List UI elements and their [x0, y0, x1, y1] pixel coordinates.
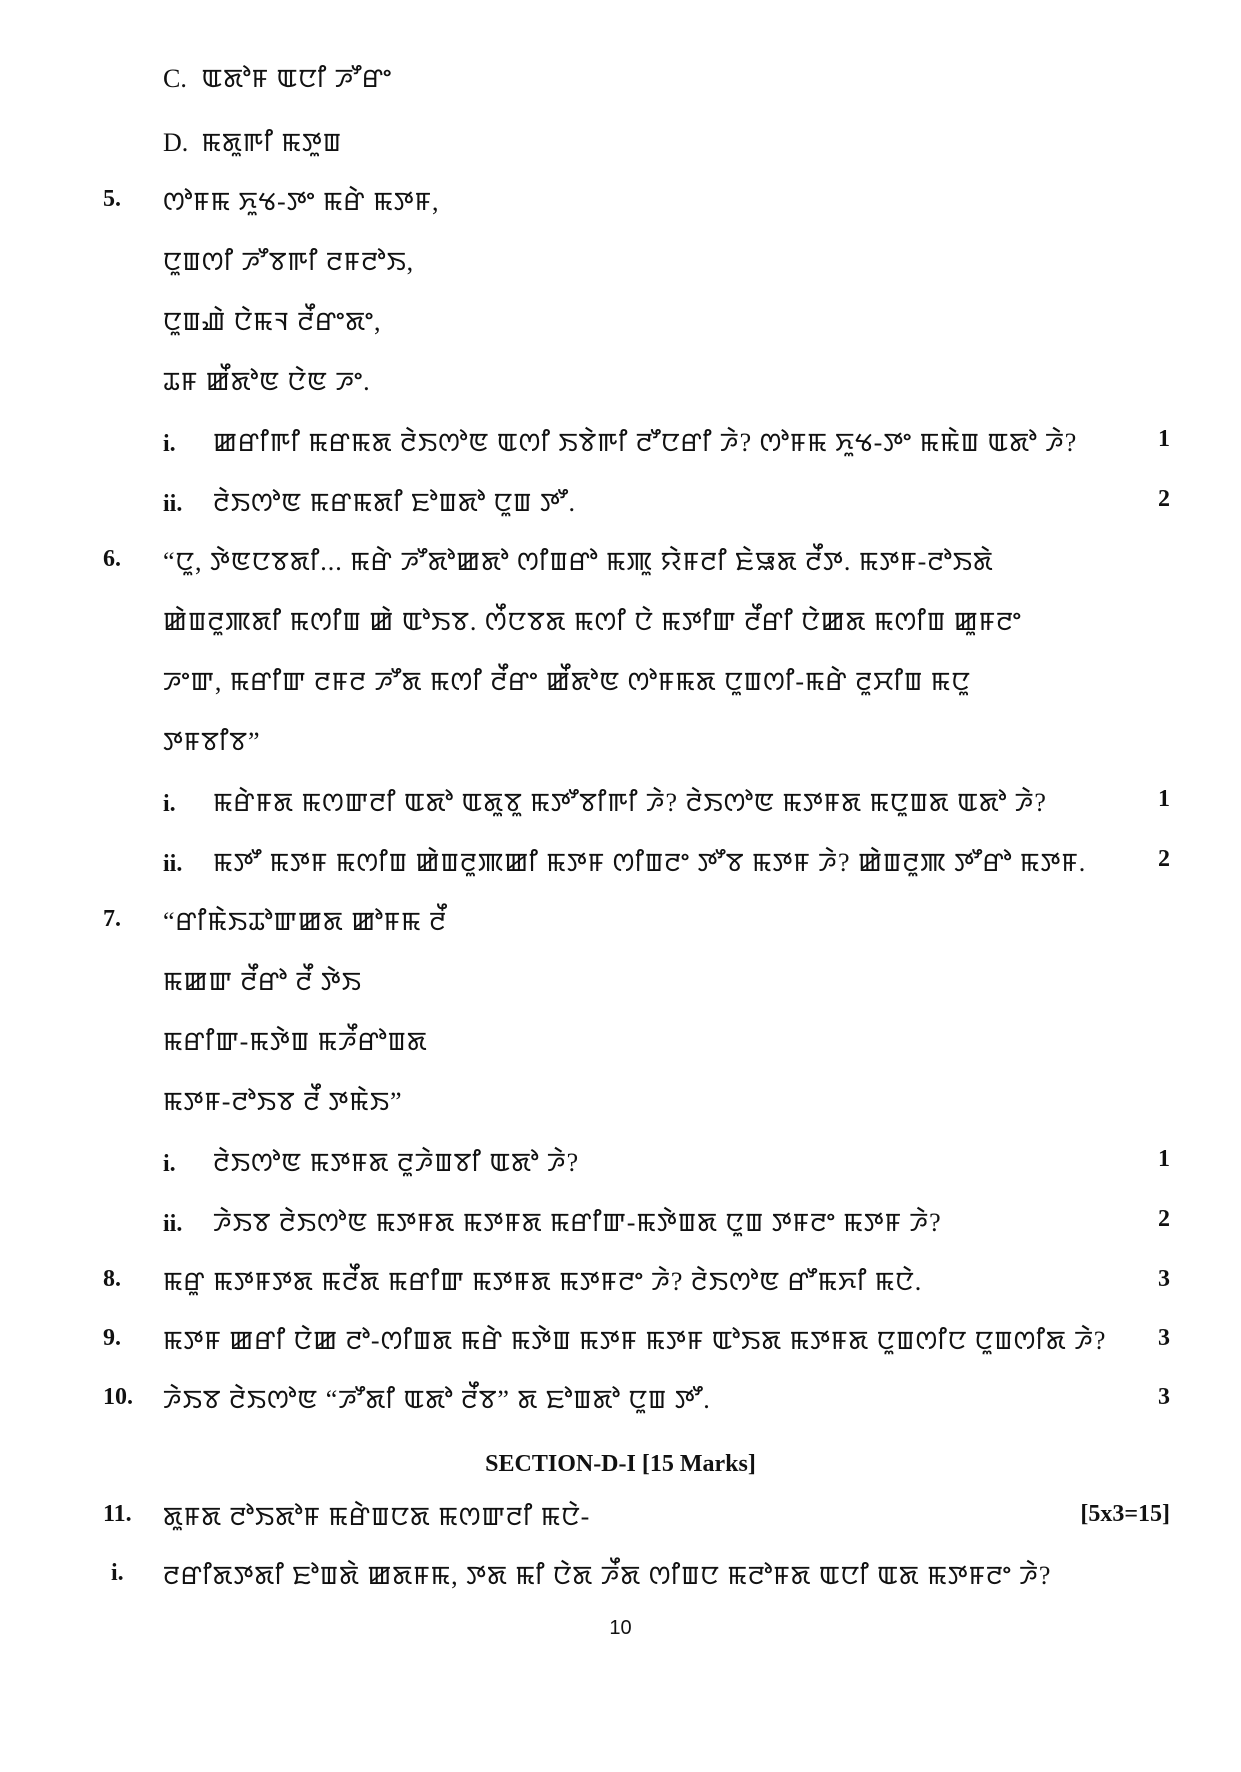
- section-heading: SECTION-D-I [15 Marks]: [485, 1451, 756, 1477]
- question-number: 6.: [103, 546, 121, 572]
- option-text: ꯃꯗꯨꯒꯤ ꯃꯇꯨꯡ: [201, 128, 343, 157]
- passage-line: ꯀꯥꯡꯂꯨꯄꯗꯤ ꯃꯁꯤꯡ ꯀꯥ ꯑꯣꯏꯕ. ꯁꯩꯅꯕꯗ ꯃꯁꯤ ꯅꯥ ꯃꯇꯤꯛ ꯂꯩꯔꯤ ꯅꯥꯀꯗ ꯃꯁꯤꯡ ꯀꯨꯝꯂꯦ: [163, 607, 1022, 636]
- sub-question: [163, 1144, 579, 1180]
- sub-question-label: i.: [163, 431, 176, 457]
- marks: 1: [1158, 1146, 1170, 1172]
- question-number: 9.: [103, 1325, 121, 1351]
- poem-line: ꯅꯨꯡꯁꯤ ꯍꯧꯕꯒꯤ ꯂꯝꯂꯣꯏ,: [163, 247, 415, 276]
- poem-line: ꯊꯝ ꯀꯩꯗꯣꯟ ꯅꯥꯟ ꯍꯦ.: [163, 367, 371, 396]
- sub-question-text: ꯂꯔꯤꯗꯇꯗꯤ ꯐꯣꯡꯗꯥ ꯀꯗꯝꯃ, ꯇꯗ ꯃꯤ ꯅꯥꯗ ꯍꯩꯗ ꯁꯤꯡꯅ ꯃꯂꯣꯝꯗ ꯑꯅꯤ ꯑꯗ ꯃꯇꯝꯂꯦ ꯍꯥ?: [163, 1561, 1052, 1590]
- sub-question-text: ꯀꯔꯤꯒꯤ ꯃꯔꯃꯗ ꯂꯥꯏꯁꯣꯟ ꯑꯁꯤ ꯏꯕꯥꯒꯤ ꯂꯧꯅꯔꯤ ꯍꯥ? ꯁꯣꯝꯃ ꯈꯨꯠ-ꯇꯦ ꯃꯃꯥꯡ ꯑꯗꯣ ꯍꯥ?: [213, 428, 1078, 457]
- marks: 2: [1158, 1206, 1170, 1232]
- option-d: [163, 124, 342, 160]
- marks: 2: [1158, 486, 1170, 512]
- sub-question-text: ꯂꯥꯏꯁꯣꯟ ꯃꯇꯝꯗ ꯂꯨꯍꯥꯡꯕꯤ ꯑꯗꯣ ꯍꯥ?: [213, 1148, 580, 1177]
- marks: 3: [1158, 1266, 1170, 1292]
- sub-question: [163, 1204, 942, 1240]
- sub-question-label: ii.: [163, 1211, 183, 1237]
- option-label: D.: [163, 128, 189, 157]
- marks: 3: [1158, 1325, 1170, 1351]
- sub-question-label: i.: [111, 1560, 124, 1586]
- question-number: 10.: [103, 1384, 133, 1410]
- marks: [5x3=15]: [1080, 1501, 1170, 1527]
- option-text: ꯑꯗꯣꯝ ꯑꯅꯤ ꯍꯧꯔꯦ: [201, 64, 393, 93]
- poem-line: ꯃꯇꯝ-ꯂꯣꯏꯕ ꯂꯩ ꯇꯃꯥꯏ”: [163, 1087, 403, 1116]
- sub-question: [163, 484, 576, 520]
- question-number: 7.: [103, 906, 121, 932]
- passage-line: ꯇꯝꯕꯤꯕ”: [163, 727, 261, 756]
- page-number: 10: [609, 1617, 632, 1639]
- poem-line: “ꯔꯤꯃꯥꯏꯊꯣꯛꯀꯗ ꯀꯣꯝꯃ ꯂꯩ: [163, 907, 447, 936]
- sub-question-text: ꯍꯥꯏꯕ ꯂꯥꯏꯁꯣꯟ ꯃꯇꯝꯗ ꯃꯇꯝꯗ ꯃꯔꯤꯛ-ꯃꯇꯥꯡꯗ ꯅꯨꯡ ꯇꯝꯂꯦ ꯃꯇꯝ ꯍꯥ?: [213, 1208, 942, 1237]
- sub-question-text: ꯃꯇꯧ ꯃꯇꯝ ꯃꯁꯤꯡ ꯀꯥꯡꯂꯨꯄꯀꯤ ꯃꯇꯝ ꯁꯤꯡꯂꯦ ꯇꯧꯕ ꯃꯇꯝ ꯍꯥ? ꯀꯥꯡꯂꯨꯄ ꯇꯧꯔꯣ ꯃꯇꯝ.: [213, 848, 1087, 877]
- sub-question-label: i.: [163, 1151, 176, 1177]
- question-number: 11.: [103, 1501, 132, 1527]
- sub-question: [163, 844, 1086, 880]
- passage-line: “ꯅꯨ, ꯇꯥꯟꯅꯕꯗꯤ... ꯃꯔꯥ ꯍꯧꯗꯣꯀꯗꯣ ꯁꯤꯡꯔꯣ ꯃꯄꯨ ꯌꯥꯝꯂꯤ ꯐꯥꯎꯗ ꯂꯩꯇ. ꯃꯇꯝ-ꯂꯣꯏꯗꯥ: [163, 547, 994, 576]
- question-text: ꯗꯨꯝꯗ ꯂꯣꯏꯗꯣꯝ ꯃꯔꯥꯡꯅꯗ ꯃꯁꯛꯂꯤ ꯃꯅꯥ-: [163, 1502, 591, 1531]
- option-label: C.: [163, 64, 187, 93]
- question-number: 5.: [103, 186, 121, 212]
- sub-question-label: ii.: [163, 491, 183, 517]
- sub-question-label: ii.: [163, 851, 183, 877]
- poem-line: ꯃꯀꯛ ꯂꯩꯔꯣ ꯂꯩ ꯇꯥꯏ: [163, 967, 362, 996]
- marks: 1: [1158, 426, 1170, 452]
- poem-line: ꯁꯣꯝꯃ ꯈꯨꯠ-ꯇꯦ ꯃꯔꯥ ꯃꯇꯝ,: [163, 187, 440, 216]
- question-text: ꯃꯔꯨ ꯃꯇꯝꯇꯗ ꯃꯂꯩꯗ ꯃꯔꯤꯛ ꯃꯇꯝꯗ ꯃꯇꯝꯂꯦ ꯍꯥ? ꯂꯥꯏꯁꯣꯟ ꯔꯧꯃꯈꯤ ꯃꯅꯥ.: [163, 1267, 923, 1296]
- question-text: ꯃꯇꯝ ꯀꯔꯤ ꯅꯥꯀ ꯂꯣ-ꯁꯤꯡꯗ ꯃꯔꯥ ꯃꯇꯥꯡ ꯃꯇꯝ ꯃꯇꯝ ꯑꯣꯏꯗ ꯃꯇꯝꯗ ꯅꯨꯡꯁꯤꯅ ꯅꯨꯡꯁꯤꯗ ꯍꯥ?: [163, 1326, 1107, 1355]
- marks: 3: [1158, 1384, 1170, 1410]
- poem-line: ꯅꯨꯡꯉꯥ ꯅꯥꯃꯜ ꯂꯩꯔꯦꯗꯦ,: [163, 307, 382, 336]
- sub-question-label: i.: [163, 791, 176, 817]
- question-text: ꯍꯥꯏꯕ ꯂꯥꯏꯁꯣꯟ “ꯍꯧꯗꯤ ꯑꯗꯣ ꯂꯩꯕ” ꯗ ꯐꯣꯡꯗꯣ ꯅꯨꯡ ꯇꯧ.: [163, 1385, 711, 1414]
- question-number: 8.: [103, 1266, 121, 1292]
- sub-question-text: ꯂꯥꯏꯁꯣꯟ ꯃꯔꯃꯗꯤ ꯐꯣꯡꯗꯣ ꯅꯨꯡ ꯇꯧ.: [213, 488, 576, 517]
- marks: 2: [1158, 846, 1170, 872]
- sub-question-text: ꯃꯔꯥꯝꯗ ꯃꯁꯛꯂꯤ ꯑꯗꯣ ꯑꯗꯨꯕꯨ ꯃꯇꯧꯕꯤꯒꯤ ꯍꯥ? ꯂꯥꯏꯁꯣꯟ ꯃꯇꯝꯗ ꯃꯅꯨꯡꯗ ꯑꯗꯣ ꯍꯥ?: [213, 788, 1047, 817]
- sub-question: [163, 424, 1077, 460]
- passage-line: ꯍꯦꯛ, ꯃꯔꯤꯛ ꯂꯝꯂ ꯍꯧꯗ ꯃꯁꯤ ꯂꯩꯔꯦ ꯀꯩꯗꯣꯟ ꯁꯣꯝꯃꯗ ꯅꯨꯡꯁꯤ-ꯃꯔꯥ ꯂꯨꯆꯤꯡ ꯃꯅꯨ: [163, 667, 971, 696]
- poem-line: ꯃꯔꯤꯛ-ꯃꯇꯥꯡ ꯃꯍꯩꯔꯣꯡꯗ: [163, 1027, 428, 1056]
- option-c: [163, 60, 392, 96]
- marks: 1: [1158, 786, 1170, 812]
- sub-question: [163, 784, 1047, 820]
